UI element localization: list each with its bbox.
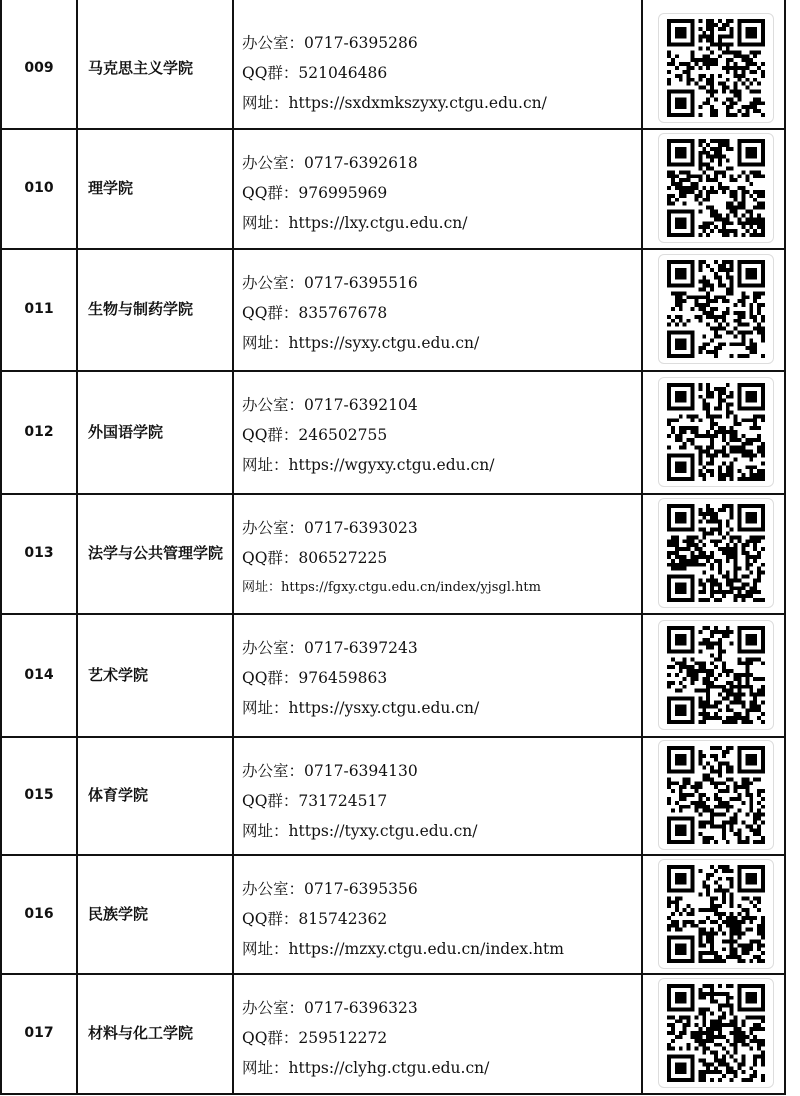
column-divider — [641, 370, 643, 493]
table-row — [0, 613, 786, 738]
row-number: 015 — [24, 787, 54, 803]
office-phone: 0717-6393023 — [304, 519, 418, 537]
column-divider — [641, 128, 643, 248]
office-line — [242, 268, 639, 298]
website-link[interactable]: https://mzxy.ctgu.edu.cn/index.htm — [288, 940, 564, 958]
website-link[interactable]: https://tyxy.ctgu.edu.cn/ — [288, 822, 478, 840]
qq-line — [242, 786, 639, 816]
qq-label: QQ群： — [242, 669, 299, 687]
office-label: 办公室： — [242, 154, 305, 172]
qr-code-icon[interactable] — [658, 740, 774, 850]
qq-line — [242, 420, 639, 450]
office-phone: 0717-6395516 — [304, 274, 418, 292]
qq-label: QQ群： — [242, 792, 299, 810]
college-name: 艺术学院 — [88, 665, 149, 684]
qr-code-icon[interactable] — [658, 13, 774, 123]
qq-group-number: 259512272 — [298, 1029, 388, 1047]
website-link[interactable]: https://wgyxy.ctgu.edu.cn/ — [288, 456, 495, 474]
qq-group-number: 521046486 — [298, 64, 388, 82]
row-number: 012 — [24, 423, 54, 440]
column-divider — [641, 854, 643, 973]
website-line — [242, 450, 639, 480]
qq-line — [242, 58, 639, 88]
table-row — [0, 370, 786, 495]
college-name: 理学院 — [88, 179, 134, 197]
office-line — [242, 390, 639, 420]
table-row — [0, 8, 786, 130]
qq-line — [242, 178, 639, 208]
office-phone: 0717-6397243 — [304, 639, 418, 657]
college-name: 材料与化工学院 — [88, 1024, 194, 1042]
website-label: 网址： — [242, 822, 289, 840]
contact-info — [234, 973, 639, 1093]
qq-line — [242, 543, 639, 573]
column-divider — [641, 248, 643, 370]
qr-code-icon[interactable] — [658, 377, 774, 487]
office-line — [242, 874, 639, 904]
row-number: 013 — [24, 545, 54, 561]
website-label: 网址： — [242, 699, 289, 717]
qq-group-number: 976459863 — [298, 669, 388, 687]
college-name: 马克思主义学院 — [88, 59, 194, 77]
college-name: 生物与制药学院 — [88, 300, 194, 318]
column-divider — [232, 0, 234, 8]
qr-cell — [646, 493, 786, 613]
office-label: 办公室： — [242, 519, 305, 537]
office-label: 办公室： — [242, 274, 305, 292]
contact-info — [234, 613, 639, 736]
qq-label: QQ群： — [242, 1029, 299, 1047]
website-link[interactable]: https://clyhg.ctgu.edu.cn/ — [288, 1059, 490, 1077]
column-divider — [641, 0, 643, 8]
college-name: 民族学院 — [88, 904, 149, 923]
table-row — [0, 973, 786, 1095]
qr-cell — [646, 854, 786, 973]
website-line — [242, 328, 639, 358]
qq-label: QQ群： — [242, 426, 299, 444]
website-link[interactable]: https://ysxy.ctgu.edu.cn/ — [288, 699, 480, 717]
website-label: 网址： — [242, 456, 289, 474]
website-label: 网址： — [242, 580, 282, 595]
contact-info — [234, 854, 639, 973]
qr-code-icon[interactable] — [658, 254, 774, 364]
table-row — [0, 854, 786, 975]
row-number: 016 — [24, 905, 54, 922]
row-number: 009 — [24, 60, 54, 76]
office-phone: 0717-6392104 — [304, 396, 418, 414]
row-number: 011 — [24, 301, 54, 317]
qq-label: QQ群： — [242, 64, 299, 82]
office-label: 办公室： — [242, 396, 305, 414]
office-label: 办公室： — [242, 34, 305, 52]
column-divider — [641, 8, 643, 128]
college-name: 外国语学院 — [88, 422, 164, 441]
website-line — [242, 208, 639, 238]
college-name: 体育学院 — [88, 786, 149, 804]
office-line — [242, 148, 639, 178]
office-line — [242, 513, 639, 543]
qr-code-icon[interactable] — [658, 620, 774, 730]
qq-line — [242, 298, 639, 328]
column-divider — [641, 613, 643, 736]
website-link[interactable]: https://lxy.ctgu.edu.cn/ — [288, 214, 468, 232]
office-phone: 0717-6396323 — [304, 999, 418, 1017]
website-link[interactable]: https://sxdxmkszyxy.ctgu.edu.cn/ — [288, 94, 547, 112]
office-label: 办公室： — [242, 639, 305, 657]
qq-label: QQ群： — [242, 910, 299, 928]
qr-code-icon[interactable] — [658, 859, 774, 969]
qq-group-number: 976995969 — [298, 184, 388, 202]
qr-cell — [646, 128, 786, 248]
table-row — [0, 736, 786, 856]
qq-line — [242, 663, 639, 693]
contact-info — [234, 736, 639, 854]
qq-label: QQ群： — [242, 184, 299, 202]
website-label: 网址： — [242, 214, 289, 232]
qq-line — [242, 1023, 639, 1053]
qr-cell — [646, 736, 786, 854]
contact-info — [234, 8, 639, 128]
qr-cell — [646, 973, 786, 1093]
qr-code-icon[interactable] — [658, 498, 774, 608]
qr-code-icon[interactable] — [658, 133, 774, 243]
row-number: 014 — [24, 666, 54, 683]
website-link[interactable]: https://syxy.ctgu.edu.cn/ — [288, 334, 480, 352]
qq-label: QQ群： — [242, 304, 299, 322]
office-label: 办公室： — [242, 762, 305, 780]
table-top-fragment — [0, 0, 786, 8]
qr-cell — [646, 248, 786, 370]
table-row — [0, 128, 786, 250]
office-label: 办公室： — [242, 999, 305, 1017]
office-line — [242, 756, 639, 786]
qr-code-icon[interactable] — [658, 978, 774, 1088]
qq-group-number: 731724517 — [298, 792, 388, 810]
office-line — [242, 993, 639, 1023]
website-line — [242, 1053, 639, 1083]
college-name: 法学与公共管理学院 — [88, 544, 224, 562]
contact-info — [234, 493, 639, 613]
column-divider — [0, 0, 2, 8]
row-number: 017 — [24, 1025, 54, 1041]
office-phone: 0717-6392618 — [304, 154, 418, 172]
website-label: 网址： — [242, 940, 289, 958]
website-label: 网址： — [242, 1059, 289, 1077]
website-line — [242, 693, 639, 723]
office-label: 办公室： — [242, 880, 305, 898]
office-line — [242, 28, 639, 58]
office-phone: 0717-6395356 — [304, 880, 418, 898]
qq-group-number: 815742362 — [298, 910, 388, 928]
contact-info — [234, 248, 639, 370]
office-phone: 0717-6394130 — [304, 762, 418, 780]
office-phone: 0717-6395286 — [304, 34, 418, 52]
qq-line — [242, 904, 639, 934]
column-divider — [641, 736, 643, 854]
column-divider — [784, 0, 786, 8]
table-row — [0, 248, 786, 372]
website-line — [242, 816, 639, 846]
column-divider — [76, 0, 78, 8]
qr-cell — [646, 8, 786, 128]
qq-group-number: 246502755 — [298, 426, 388, 444]
qq-group-number: 835767678 — [298, 304, 388, 322]
qr-cell — [646, 613, 786, 736]
website-label: 网址： — [242, 334, 289, 352]
column-divider — [641, 973, 643, 1093]
website-line — [242, 88, 639, 118]
website-line — [242, 934, 639, 964]
qq-label: QQ群： — [242, 549, 299, 567]
qq-group-number: 806527225 — [298, 549, 388, 567]
qr-cell — [646, 370, 786, 493]
contact-info — [234, 370, 639, 493]
row-number: 010 — [24, 180, 54, 196]
contact-info — [234, 128, 639, 248]
office-line — [242, 633, 639, 663]
column-divider — [641, 493, 643, 613]
website-label: 网址： — [242, 94, 289, 112]
website-line — [242, 573, 639, 603]
table-row — [0, 493, 786, 615]
website-link[interactable]: https://fgxy.ctgu.edu.cn/index/yjsgl.htm — [281, 580, 541, 595]
